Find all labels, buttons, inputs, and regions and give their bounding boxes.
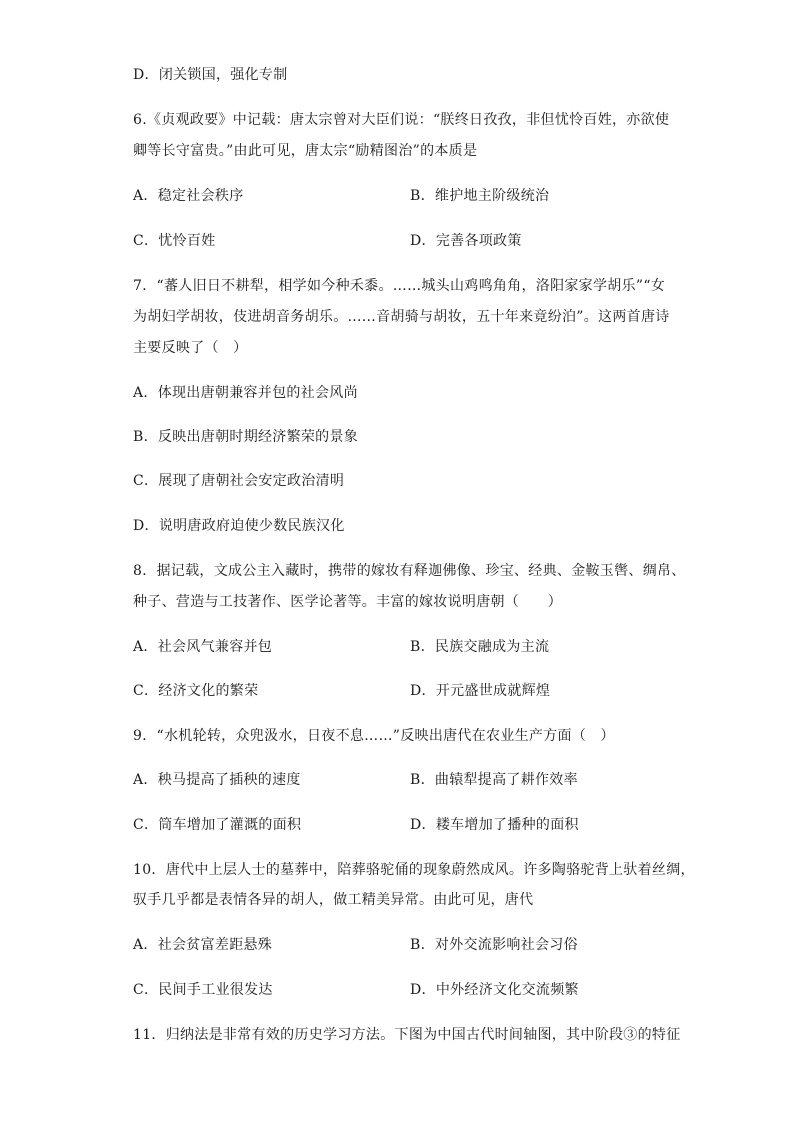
q10-stem-line-2: 驭手几乎都是表情各异的胡人，做工精美异常。由此可见，唐代 <box>133 892 534 908</box>
q9-option-b: B．曲辕犁提高了耕作效率 <box>410 772 578 788</box>
q7-stem-line-3: 主要反映了（ ） <box>133 340 248 356</box>
q8-option-d: D．开元盛世成就辉煌 <box>410 683 551 699</box>
q6-option-d: D．完善各项政策 <box>410 233 522 249</box>
q10-option-c: C．民间手工业很发达 <box>133 982 273 998</box>
q7-stem-line-2: 为胡妇学胡妆，伎进胡音务胡乐。……音胡骑与胡妆，五十年来竟纷泊”。这两首唐诗 <box>133 309 670 325</box>
q6-stem-line-2: 卿等长守富贵。”由此可见，唐太宗“励精图治”的本质是 <box>133 143 478 159</box>
q7-option-b: B．反映出唐朝时期经济繁荣的景象 <box>133 429 359 445</box>
q9-option-a: A．秧马提高了插秧的速度 <box>133 772 301 788</box>
q8-option-a: A．社会风气兼容并包 <box>133 639 273 655</box>
q10-option-b: B．对外交流影响社会习俗 <box>410 937 578 953</box>
q7-option-d: D．说明唐政府迫使少数民族汉化 <box>133 518 345 534</box>
q5-option-d: D．闭关锁国，强化专制 <box>133 67 288 83</box>
q9-option-d: D．耧车增加了播种的面积 <box>410 817 579 833</box>
q8-stem-line-1: 8．据记载，文成公主入藏时，携带的嫁妆有释迦佛像、珍宝、经典、金鞍玉辔、绸帛、 <box>133 563 686 579</box>
q10-stem-line-1: 10．唐代中上层人士的墓葬中，陪葬骆驼俑的现象蔚然成风。许多陶骆驼背上驮着丝绸， <box>133 862 695 878</box>
q8-option-b: B．民族交融成为主流 <box>410 639 550 655</box>
q8-stem-line-2: 种子、营造与工技著作、医学论著等。丰富的嫁妆说明唐朝（ ） <box>133 594 562 610</box>
q6-stem-line-1: 6.《贞观政要》中记载：唐太宗曾对大臣们说：“朕终日孜孜，非但忧怜百姓，亦欲使 <box>133 112 670 128</box>
q11-stem-line-1: 11．归纳法是非常有效的历史学习方法。下图为中国古代时间轴图，其中阶段③的特征 <box>133 1027 681 1043</box>
q10-option-a: A．社会贫富差距悬殊 <box>133 937 273 953</box>
q6-option-a: A．稳定社会秩序 <box>133 188 244 204</box>
q7-option-c: C．展现了唐朝社会安定政治清明 <box>133 473 345 489</box>
q9-option-c: C．筒车增加了灌溉的面积 <box>133 817 302 833</box>
q9-stem-line-1: 9．“水机轮转，众兜汲水，日夜不息……”反映出唐代在农业生产方面（ ） <box>133 728 615 744</box>
q7-stem-line-1: 7．“蕃人旧日不耕犁，相学如今种禾黍。……城头山鸡鸣角角，洛阳家家学胡乐”“女 <box>133 278 666 294</box>
q7-option-a: A．体现出唐朝兼容并包的社会风尚 <box>133 385 358 401</box>
q6-option-c: C．忧怜百姓 <box>133 233 216 249</box>
q8-option-c: C．经济文化的繁荣 <box>133 683 259 699</box>
q6-option-b: B．维护地主阶级统治 <box>410 188 550 204</box>
q10-option-d: D．中外经济文化交流频繁 <box>410 982 579 998</box>
